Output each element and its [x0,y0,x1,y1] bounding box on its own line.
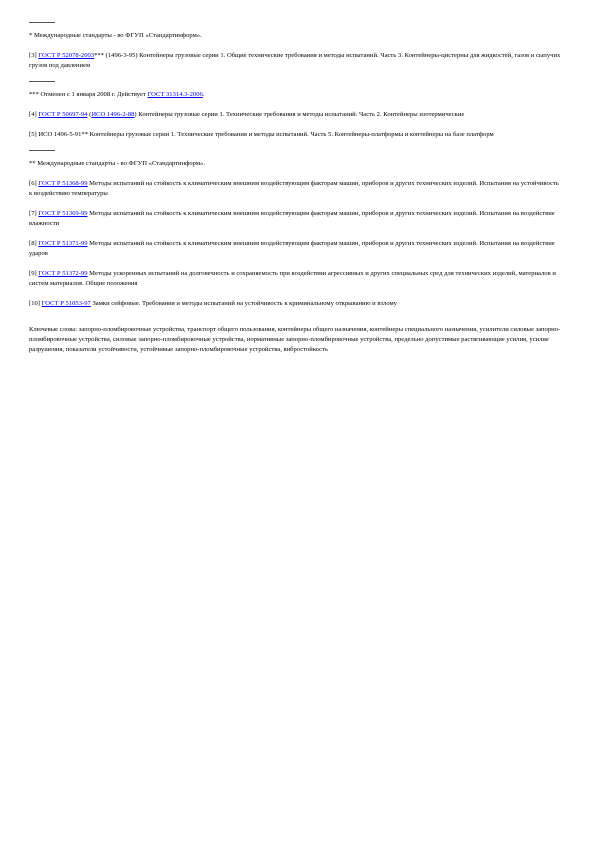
reference-number: [5] [29,131,37,138]
link-gost-r-51368[interactable]: ГОСТ Р 51368-99 [38,180,88,187]
reference-10 [29,299,561,309]
reference-7 [29,209,561,229]
reference-text: Методы испытаний на стойкость к климатическим внешним воздействующим факторам машин, приборов и других технических изделий. Испытания на воздействие ударов [29,240,555,257]
reference-3 [29,51,561,71]
keywords-paragraph: Ключевые слова: запорно-пломбировочные устройства, транспорт общего пользования, контейнеры общего назначения, контейнеры специального назначения, усилители силовые запорно-пломбировочные устройства, силовые запорно-пломбировочные устройства, нормативные запорно-пломбировочные устройства, предельно допустимые растягивающие усилия, усилие разрушения, показатели устойчивости, устойчивые запорно-пломбировочные устройства, вибростойкость [29,326,561,353]
footnote-separator [29,81,55,82]
link-gost-r-50697[interactable]: ГОСТ Р 50697-94 [38,111,88,118]
reference-number: [3] [29,52,37,59]
footnote-international-standards: ** Международные стандарты - во ФГУП «Стандартинформ». [29,160,205,167]
reference-5 [29,130,561,140]
reference-number: [4] [29,111,37,118]
reference-text: ИСО 1496-5-91** Контейнеры грузовые серии 1. Технические требования и методы испытаний. Часть 5. Контейнеры-платформы и контейнеры на базе платформ [38,131,494,138]
reference-number: [10] [29,300,40,307]
reference-text: Методы испытаний на стойкость к климатическим внешним воздействующим факторам машин, приборов и других технических изделий. Испытания на воздействие влажности [29,210,555,227]
document-page [29,22,561,355]
link-iso-1496-2[interactable]: ИСО 1496-2-88 [91,111,135,118]
link-gost-r-51371[interactable]: ГОСТ Р 51371-99 [38,240,88,247]
link-gost-r-51369[interactable]: ГОСТ Р 51369-99 [38,210,88,217]
reference-number: [9] [29,270,37,277]
link-gost-r-51372[interactable]: ГОСТ Р 51372-99 [38,270,88,277]
footnote-end: . [202,91,205,98]
reference-8 [29,239,561,259]
reference-text: Методы испытаний на стойкость к климатическим внешним воздействующим факторам машин, приборов и других технических изделий. Испытания на устойчивость к воздействию температуры [29,180,559,197]
link-gost-r-51053[interactable]: ГОСТ Р 51053-97 [41,300,91,307]
footnote-international-standards: * Международные стандарты - во ФГУП «Стандартинформ». [29,32,202,39]
reference-text: ) Контейнеры грузовые серии 1. Технические требования и методы испытаний. Часть 2. Контейнеры изотермические [134,111,465,118]
link-gost-31314-3[interactable]: ГОСТ 31314.3-2006 [147,91,203,98]
footnote-cancelled [29,90,561,100]
footnote-text: *** Отменен с 1 января 2008 г. Действует [29,91,146,98]
reference-number: [7] [29,210,37,217]
footnote-separator [29,150,55,151]
reference-text: *** (1496-3-95) Контейнеры грузовые серии 1. Общие технические требования и методы испытаний. Часть 3. Контейнеры-цистерны для жидкостей, газов и сыпучих грузов под давлением [29,52,561,69]
reference-6 [29,179,561,199]
reference-number: [6] [29,180,37,187]
reference-text: Методы ускоренных испытаний на долговечность и сохраняемость при воздействии агрессивных и других специальных сред для технических изделий, материалов и систем материалов. Общие положения [29,270,556,287]
reference-9 [29,269,561,289]
reference-text: Замки сейфовые. Требования и методы испытаний на устойчивость к криминальному открыванию и взлому [92,300,397,307]
reference-4 [29,110,561,120]
link-gost-r-52078[interactable]: ГОСТ Р 52078-2003 [38,52,95,59]
footnote-separator [29,22,55,23]
reference-number: [8] [29,240,37,247]
reference-paren: ( [87,111,92,118]
